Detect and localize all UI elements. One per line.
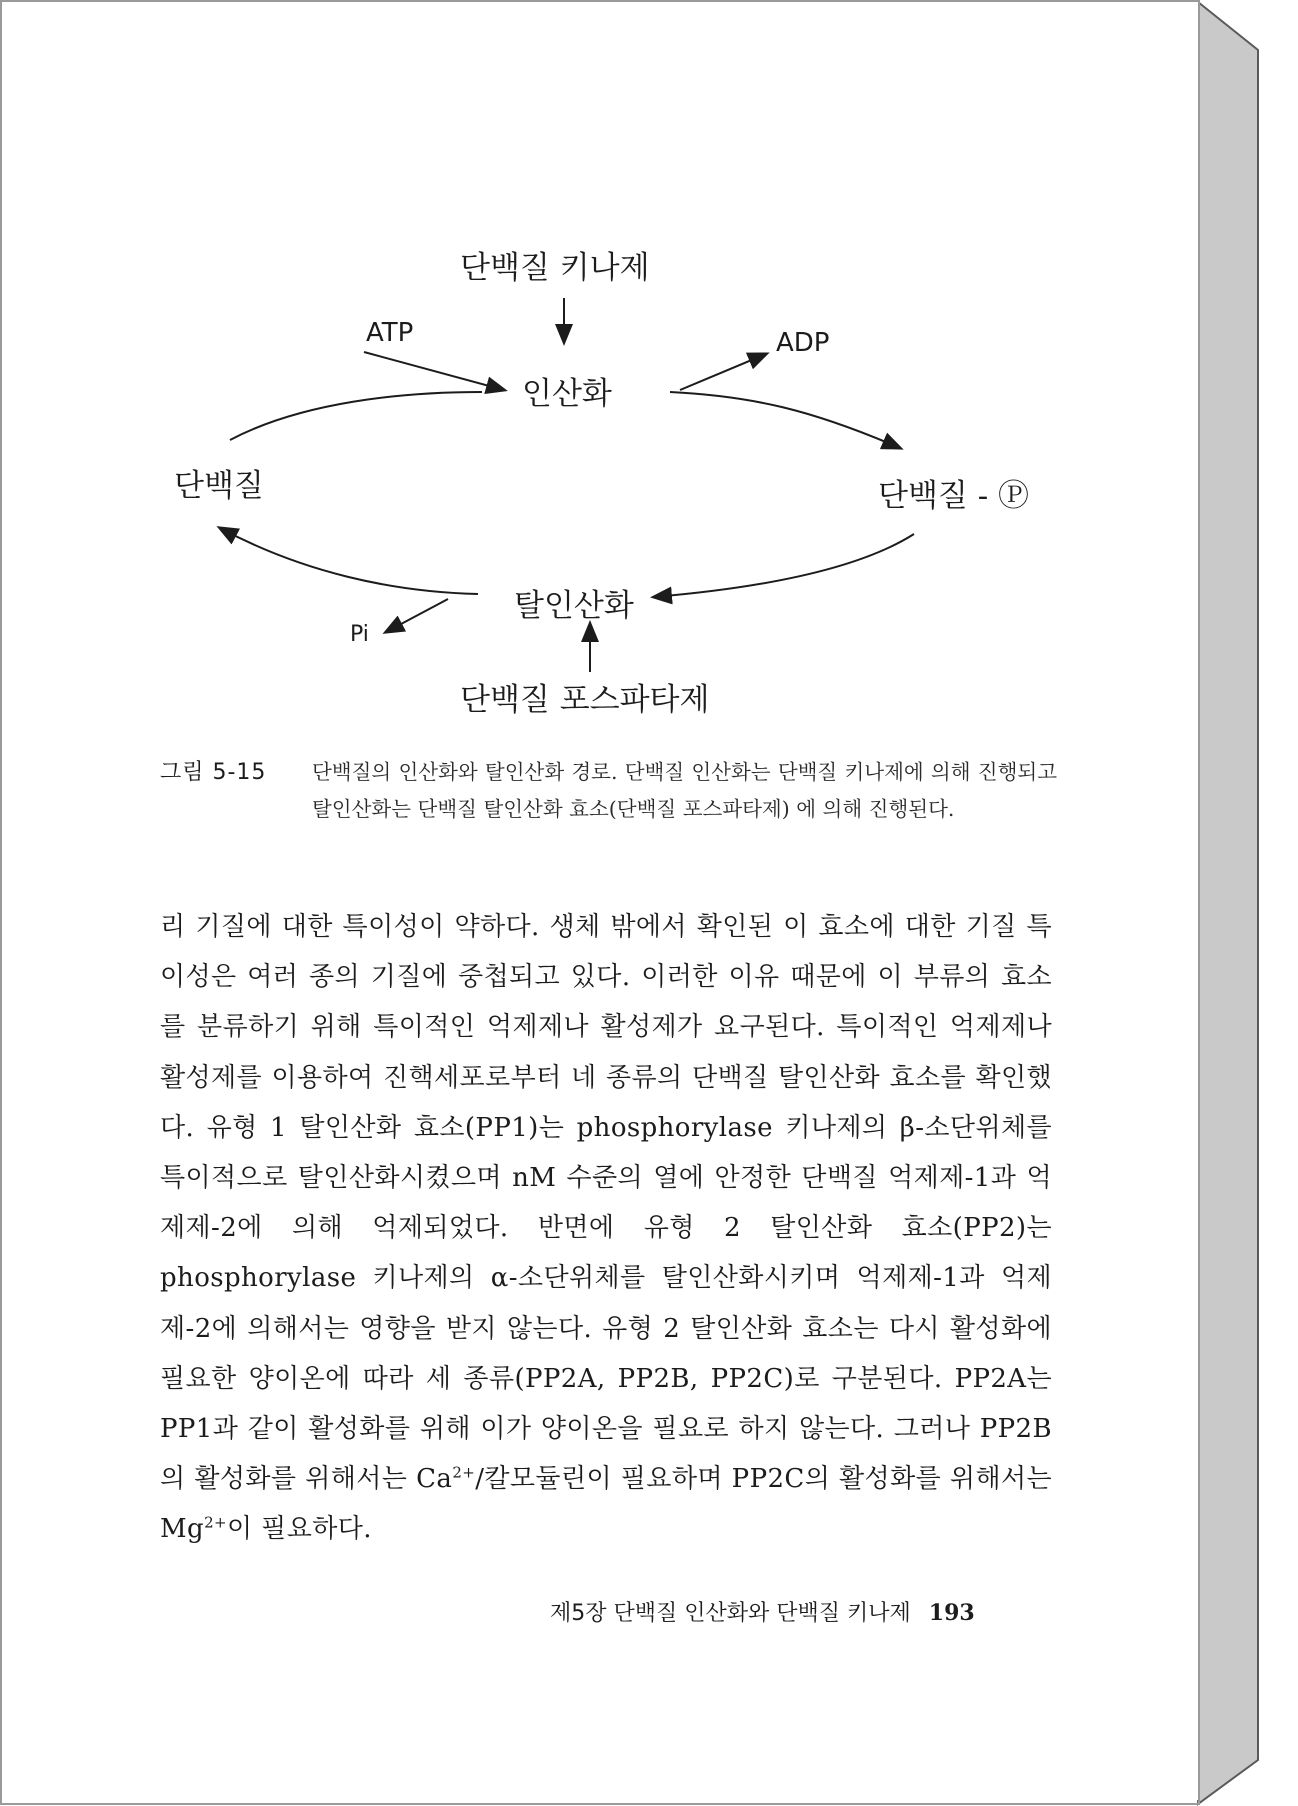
ca-superscript: 2+ (452, 1463, 476, 1482)
caption-text: 단백질의 인산화와 탈인산화 경로. 단백질 인산화는 단백질 키나제에 의해 진행되고 탈인산화는 단백질 탈인산화 효소(단백질 포스파타제) 에 의해 진행된다. (312, 760, 1057, 821)
body-text-2: /칼모듈린이 필요하며 PP2C의 활성화를 위해서는 Mg (160, 1464, 1052, 1545)
dephosphorylation-label: 탈인산화 (514, 588, 634, 624)
body-text-1: 리 기질에 대한 특이성이 약하다. 생체 밖에서 확인된 이 효소에 대한 기질 특이성은 여러 종의 기질에 중첩되고 있다. 이러한 이유 때문에 이 부류의 효소를 분류하기 위해 특이적인 억제제나 활성제가 요구된다. 특이적인 억제제나 활성제를 이용하여 진핵세포로부터 네 종류의 단백질 탈인산화 효소를 확인했다. 유형 1 탈인산화 효소(PP1)는 phosphorylase 키나제의 β-소단위체를 특이적으로 탈인산화시켰으며 nM 수준의 열에 안정한 단백질 억제제-1과 억제제-2에 의해 억제되었다. 반면에 유형 2 탈인산화 효소(PP2)는 phosphorylase 키나제의 α-소단위체를 탈인산화시키며 억제제-1과 억제제-2에 의해서는 영향을 받지 않는다. 유형 2 탈인산화 효소는 다시 활성화에 필요한 양이온에 따라 세 종류(PP2A, PP2B, PP2C)로 구분된다. PP2A는 PP1과 같이 활성화를 위해 이가 양이온을 필요로 하지 않는다. 그러나 PP2B의 활성화를 위해서는 Ca (160, 912, 1052, 1495)
top-left-arc (230, 392, 482, 440)
phosphorylation-diagram (152, 242, 1052, 722)
adp-arrow (680, 354, 766, 390)
pi-label: Pi (350, 622, 369, 647)
kinase-label: 단백질 키나제 (460, 250, 650, 286)
atp-label: ATP (366, 318, 414, 348)
top-right-arc (670, 392, 900, 448)
bottom-left-arc (220, 528, 478, 594)
adp-label: ADP (776, 328, 830, 358)
page-footer (550, 1596, 975, 1627)
body-text-3: 이 필요하다. (227, 1514, 372, 1545)
bottom-right-arc (654, 534, 914, 597)
mg-superscript: 2+ (204, 1513, 227, 1532)
phosphoprotein-label: 단백질 - Ⓟ (878, 478, 1030, 514)
book-edge-top (1198, 2, 1258, 1804)
pi-arrow (386, 599, 448, 632)
protein-label: 단백질 (174, 468, 264, 504)
phosphatase-label: 단백질 포스파타제 (460, 682, 710, 718)
chapter-title: 제5장 단백질 인산화와 단백질 키나제 (550, 1601, 911, 1626)
page (2, 2, 1198, 1800)
phosphorylation-label: 인산화 (522, 376, 612, 412)
atp-arrow (364, 352, 504, 390)
caption-number: 그림 5-15 (160, 760, 267, 785)
page-number: 193 (928, 1600, 975, 1626)
body-paragraph (160, 902, 1052, 1555)
